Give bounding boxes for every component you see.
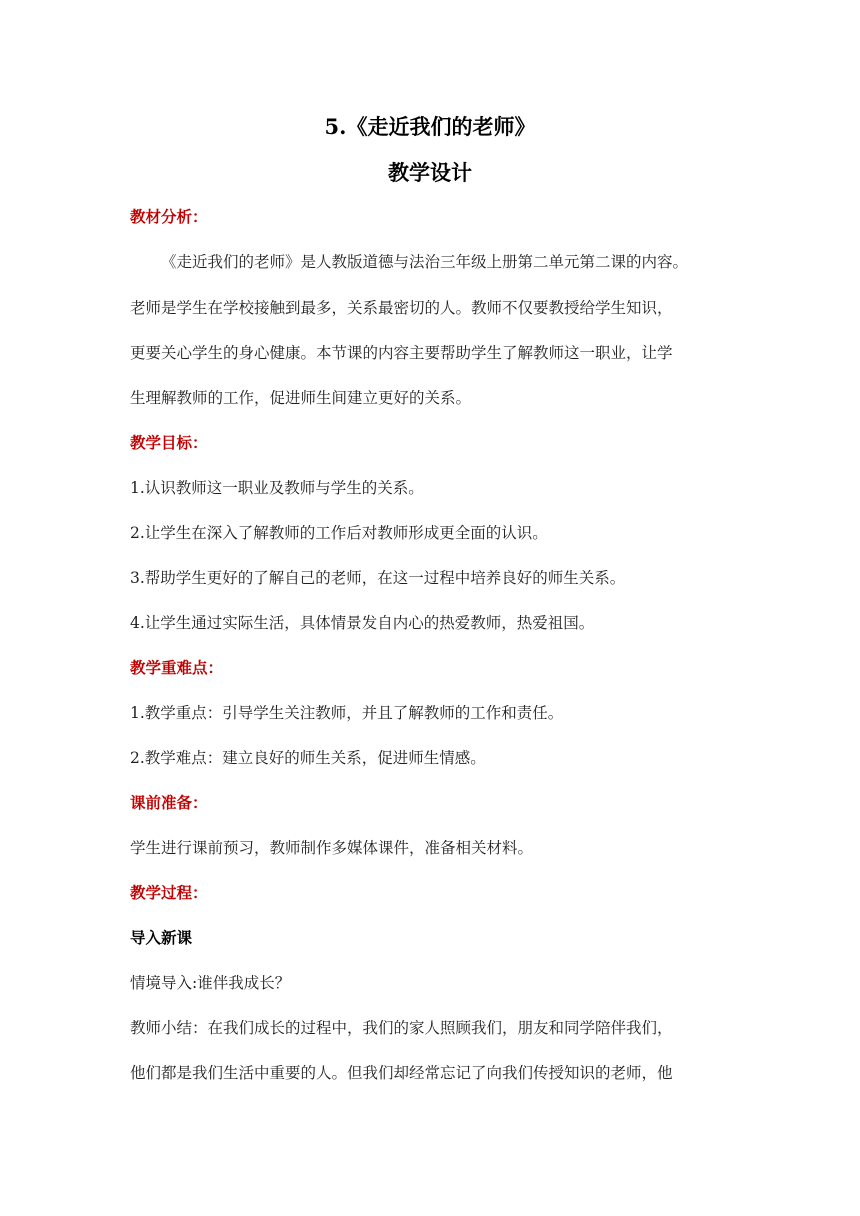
process-line: 情境导入:谁伴我成长？ [130,974,291,992]
analysis-line: 老师是学生在学校接触到最多，关系最密切的人。教师不仅要教授给学生知识， [130,299,673,317]
section-heading-goals: 教学目标： [130,433,208,452]
key-point-item: 1.教学重点：引导学生关注教师，并且了解教师的工作和责任。 [130,704,564,722]
goal-item: 4.让学生通过实际生活，具体情景发自内心的热爱教师，热爱祖国。 [130,614,595,632]
analysis-line: 生理解教师的工作，促进师生间建立更好的关系。 [130,389,472,407]
section-heading-process: 教学过程： [130,883,208,902]
goal-item: 3.帮助学生更好的了解自己的老师，在这一过程中培养良好的师生关系。 [130,569,626,587]
section-heading-key-points: 教学重难点： [130,658,224,677]
goal-item: 2.让学生在深入了解教师的工作后对教师形成更全面的认识。 [130,524,548,542]
section-heading-analysis: 教材分析： [130,207,208,226]
document-title: 5.《走近我们的老师》 [324,114,536,139]
process-line: 他们都是我们生活中重要的人。但我们却经常忘记了向我们传授知识的老师，他 [130,1064,673,1082]
document-subtitle: 教学设计 [388,160,472,185]
analysis-line: 《走近我们的老师》是人教版道德与法治三年级上册第二单元第二课的内容。 [161,253,689,271]
preparation-text: 学生进行课前预习，教师制作多媒体课件，准备相关材料。 [130,839,534,857]
key-point-item: 2.教学难点：建立良好的师生关系，促进师生情感。 [130,749,486,767]
process-line: 教师小结：在我们成长的过程中，我们的家人照顾我们，朋友和同学陪伴我们， [130,1019,673,1037]
process-subheading: 导入新课 [130,928,193,947]
section-heading-preparation: 课前准备： [130,793,208,812]
goal-item: 1.认识教师这一职业及教师与学生的关系。 [130,479,424,497]
analysis-line: 更要关心学生的身心健康。本节课的内容主要帮助学生了解教师这一职业，让学 [130,344,673,362]
